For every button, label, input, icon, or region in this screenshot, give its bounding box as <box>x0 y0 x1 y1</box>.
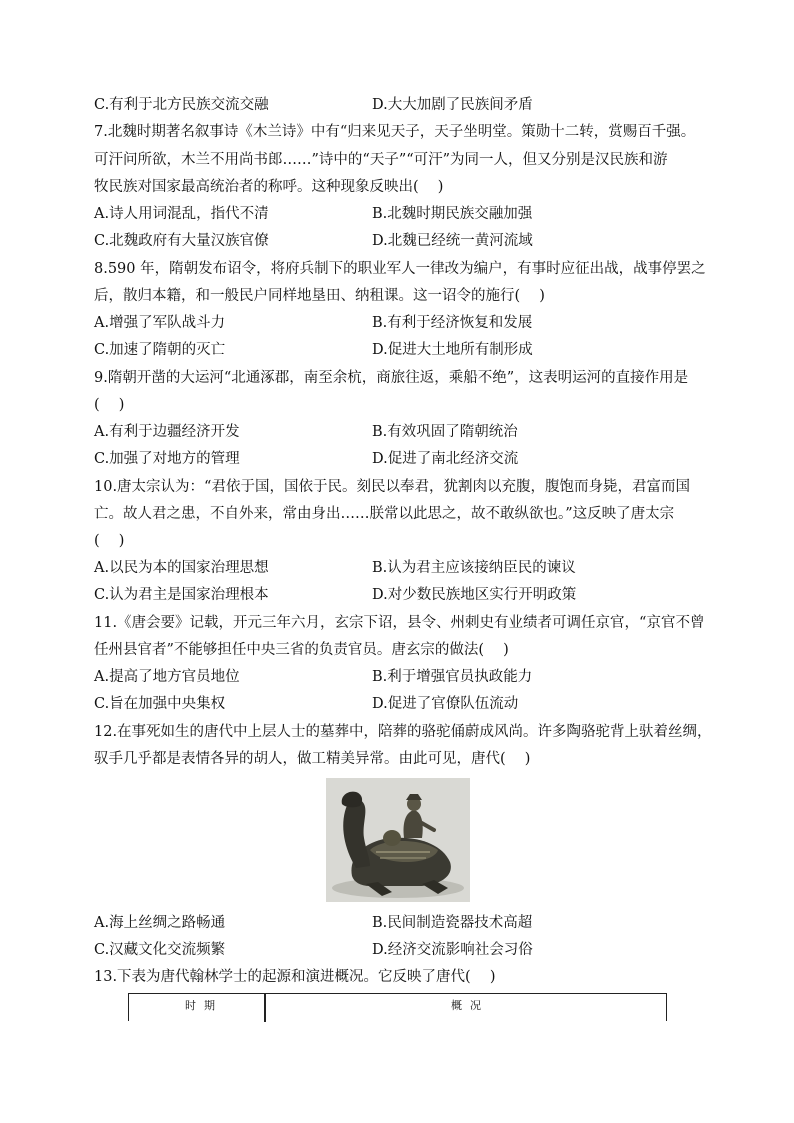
q10-stem-line-2: 亡。故人君之患，不自外来，常由身出……朕常以此思之，故不敢纵欲也。”这反映了唐太宗 <box>94 506 675 522</box>
table-header-period: 时期 <box>185 999 223 1012</box>
q12-option-d: D.经济交流影响社会习俗 <box>372 942 533 958</box>
q9-option-b: B.有效巩固了隋朝统治 <box>372 424 518 440</box>
q11-stem-line-2: 任州县官者”不能够担任中央三省的负责官员。唐玄宗的做法( ) <box>94 642 509 658</box>
q11-option-a: A.提高了地方官员地位 <box>94 669 240 685</box>
q9-option-c: C.加强了对地方的管理 <box>94 451 240 467</box>
q12-stem-line-2: 驭手几乎都是表情各异的胡人，做工精美异常。由此可见，唐代( ) <box>94 751 531 767</box>
q8-option-c: C.加速了隋朝的灭亡 <box>94 342 226 358</box>
q8-option-a: A.增强了军队战斗力 <box>94 315 226 331</box>
table-column-divider <box>264 994 266 1022</box>
q9-stem-line-1: 9.隋朝开凿的大运河“北通涿郡，南至余杭，商旅往返，乘船不绝”，这表明运河的直接作用是 <box>94 370 689 386</box>
q9-option-d: D.促进了南北经济交流 <box>372 451 519 467</box>
q11-option-b: B.利于增强官员执政能力 <box>372 669 533 685</box>
q10-option-d: D.对少数民族地区实行开明政策 <box>372 587 577 603</box>
q6-option-c: C.有利于北方民族交流交融 <box>94 97 269 113</box>
q8-stem-line-1: 8.590 年，隋朝发布诏令，将府兵制下的职业军人一律改为编户，有事时应征出战，战事停罢之 <box>94 261 706 277</box>
q12-option-a: A.海上丝绸之路畅通 <box>94 915 226 931</box>
q10-option-c: C.认为君主是国家治理根本 <box>94 587 269 603</box>
q10-stem-line-3: ( ) <box>94 533 125 549</box>
q8-stem-line-2: 后，散归本籍，和一般民户同样地垦田、纳租课。这一诏令的施行( ) <box>94 288 545 304</box>
q10-stem-line-1: 10.唐太宗认为：“君依于国，国依于民。刻民以奉君，犹割肉以充腹，腹饱而身毙，君富而国 <box>94 479 690 495</box>
q10-option-a: A.以民为本的国家治理思想 <box>94 560 269 576</box>
q12-option-c: C.汉藏文化交流频繁 <box>94 942 226 958</box>
q7-stem-line-2: 可汗问所欲，木兰不用尚书郎……”诗中的“天子”“可汗”为同一人，但又分别是汉民族和游 <box>94 152 668 168</box>
q7-stem-line-1: 7.北魏时期著名叙事诗《木兰诗》中有“归来见天子，天子坐明堂。策勋十二转，赏赐百千强。 <box>94 124 696 140</box>
q11-stem-line-1: 11.《唐会要》记载，开元三年六月，玄宗下诏，县令、州刺史有业绩者可调任京官，“京官不曾 <box>94 615 705 631</box>
q8-option-d: D.促进大土地所有制形成 <box>372 342 533 358</box>
camel-figurine-image <box>326 778 470 902</box>
q11-option-d: D.促进了官僚队伍流动 <box>372 696 519 712</box>
q9-option-a: A.有利于边疆经济开发 <box>94 424 240 440</box>
q7-option-a: A.诗人用词混乱，指代不清 <box>94 206 269 222</box>
q11-option-c: C.旨在加强中央集权 <box>94 696 226 712</box>
q7-stem-line-3: 牧民族对国家最高统治者的称呼。这种现象反映出( ) <box>94 179 444 195</box>
q13-stem-line-1: 13.下表为唐代翰林学士的起源和演进概况。它反映了唐代( ) <box>94 969 496 985</box>
q12-option-b: B.民间制造瓷器技术高超 <box>372 915 533 931</box>
camel-figurine-illustration <box>326 778 470 902</box>
q6-option-d: D.大大加剧了民族间矛盾 <box>372 97 533 113</box>
table-header-overview: 概况 <box>451 999 489 1012</box>
q9-stem-line-2: ( ) <box>94 397 125 413</box>
q8-option-b: B.有利于经济恢复和发展 <box>372 315 533 331</box>
q10-option-b: B.认为君主应该接纳臣民的谏议 <box>372 560 576 576</box>
q7-option-c: C.北魏政府有大量汉族官僚 <box>94 233 269 249</box>
hanlin-scholar-table <box>128 993 667 1021</box>
q12-stem-line-1: 12.在事死如生的唐代中上层人士的墓葬中，陪葬的骆驼俑蔚成风尚。许多陶骆驼背上驮着丝绸， <box>94 724 712 740</box>
q7-option-d: D.北魏已经统一黄河流域 <box>372 233 533 249</box>
q7-option-b: B.北魏时期民族交融加强 <box>372 206 533 222</box>
